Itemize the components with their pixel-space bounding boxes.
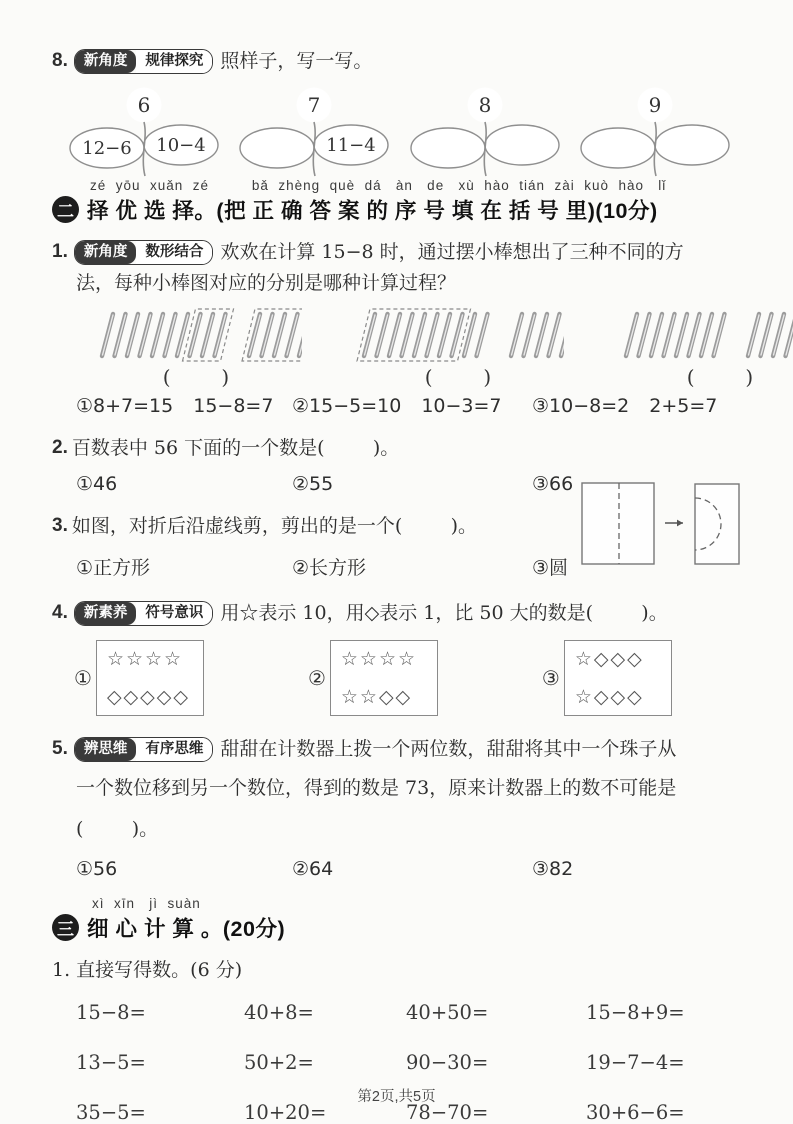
flower-diagram-2 bbox=[230, 78, 398, 178]
question-number: 1. bbox=[52, 237, 68, 267]
flower-diagram-3 bbox=[401, 78, 569, 178]
answer-paren: ( ) bbox=[425, 365, 491, 389]
section-2-header bbox=[52, 194, 745, 225]
option-2 bbox=[292, 395, 532, 417]
option-3: ③66 bbox=[532, 473, 573, 495]
section-3-marker-icon: 三 bbox=[52, 914, 79, 941]
flower-number: 8 bbox=[478, 93, 491, 117]
answer-paren: ( ) bbox=[687, 365, 753, 389]
symbol-row-2: ☆◇◇◇ bbox=[575, 686, 661, 708]
symbol-row-1: ☆☆☆☆ bbox=[341, 648, 427, 670]
option-3-part-b: 2+5=7 bbox=[649, 395, 717, 417]
sticks-svg bbox=[614, 308, 793, 364]
question-5-text-line1: 甜甜在计数器上拨一个两位数，甜甜将其中一个珠子从 bbox=[220, 734, 676, 764]
question-1-text-line2: 法，每种小棒图对应的分别是哪种计算过程？ bbox=[76, 267, 745, 300]
question-5-header bbox=[52, 734, 745, 764]
option-3-part-a: ③10−8=2 bbox=[532, 395, 629, 417]
question-5-text-line2: 一个数位移到另一个数位，得到的数是 73，原来计数器上的数不可能是 bbox=[76, 772, 745, 805]
calc-cell: 90−30= bbox=[406, 1051, 586, 1074]
question-2-header bbox=[52, 433, 745, 463]
fold-cut-diagram bbox=[581, 481, 751, 567]
calc-heading-text: 1. 直接写得数。(6 分) bbox=[52, 955, 242, 985]
box-label: ① bbox=[74, 666, 92, 690]
question-1-header bbox=[52, 237, 745, 267]
sticks-diagram-2 bbox=[352, 308, 564, 389]
badge-ordered-thinking: 有序思维 bbox=[136, 738, 212, 761]
footer-page-number: 第2页,共5页 bbox=[0, 1085, 793, 1106]
question-2-text: 百数表中 56 下面的一个数是( )。 bbox=[72, 433, 399, 463]
badge-new-literacy: 新素养 bbox=[75, 602, 137, 625]
badge-new-angle: 新角度 bbox=[75, 50, 137, 73]
symbol-box-2 bbox=[308, 640, 438, 716]
symbol-box bbox=[96, 640, 204, 716]
question-5-options bbox=[76, 858, 745, 880]
symbol-box bbox=[330, 640, 438, 716]
sticks-svg bbox=[352, 308, 564, 364]
section-3-header bbox=[52, 912, 745, 943]
folded-paper-rect bbox=[582, 483, 654, 564]
question-1-text-line1: 欢欢在计算 15−8 时，通过摆小棒想出了三种不同的方 bbox=[220, 237, 683, 267]
badge-rule-explore: 规律探究 bbox=[136, 50, 212, 73]
flower-number: 6 bbox=[138, 93, 151, 117]
badge-symbol-sense: 符号意识 bbox=[136, 602, 212, 625]
question-4-header bbox=[52, 598, 745, 628]
section-3-pinyin: xì xīn jì suàn bbox=[92, 896, 745, 911]
right-leaf-expression: 10−4 bbox=[156, 135, 205, 156]
cut-paper-rect bbox=[695, 484, 739, 564]
option-1: ①46 bbox=[76, 473, 292, 495]
left-leaf bbox=[411, 128, 485, 168]
tag-badge bbox=[74, 49, 214, 74]
option-2-part-b: 10−3=7 bbox=[421, 395, 501, 417]
section-2-marker-icon: 二 bbox=[52, 196, 79, 223]
option-1: ①正方形 bbox=[76, 553, 292, 580]
symbol-box-1 bbox=[74, 640, 204, 716]
option-2: ②55 bbox=[292, 473, 532, 495]
flower-number: 7 bbox=[308, 93, 321, 117]
calc-cell: 40+50= bbox=[406, 1001, 586, 1024]
question-number: 5. bbox=[52, 734, 68, 764]
sticks-diagrams-row bbox=[90, 308, 745, 389]
symbol-row-1: ☆◇◇◇ bbox=[575, 648, 661, 670]
option-1: ①56 bbox=[76, 858, 292, 880]
left-leaf-expression: 12−6 bbox=[82, 138, 131, 159]
symbol-box bbox=[564, 640, 672, 716]
box-label: ② bbox=[308, 666, 326, 690]
badge-new-angle: 新角度 bbox=[75, 241, 137, 264]
symbol-row-2: ☆☆◇◇ bbox=[341, 686, 427, 708]
flower-diagram-4 bbox=[571, 78, 739, 178]
calc-cell: 13−5= bbox=[76, 1051, 244, 1074]
section-3-title: 细 心 计 算 。(20分) bbox=[87, 912, 285, 943]
option-2: ②64 bbox=[292, 858, 532, 880]
right-leaf bbox=[655, 125, 729, 165]
question-8-header bbox=[52, 46, 745, 76]
symbol-box-3 bbox=[542, 640, 672, 716]
answer-paren: ( ) bbox=[163, 365, 229, 389]
option-3: ③圆 bbox=[532, 553, 568, 580]
option-2: ②长方形 bbox=[292, 553, 532, 580]
question-3-block bbox=[52, 511, 745, 580]
question-number: 8. bbox=[52, 46, 68, 76]
symbol-row-2: ◇◇◇◇◇ bbox=[107, 686, 193, 708]
sticks-diagram-3 bbox=[614, 308, 793, 389]
badge-discern-thinking: 辨思维 bbox=[75, 738, 137, 761]
left-leaf bbox=[240, 128, 314, 168]
calc-cell: 19−7−4= bbox=[586, 1051, 745, 1074]
option-3: ③82 bbox=[532, 858, 573, 880]
flower-diagrams-row bbox=[60, 78, 739, 178]
question-8-prompt: 照样子，写一写。 bbox=[220, 46, 372, 76]
section-2-pinyin: zé yōu xuǎn zé bǎ zhèng què dá àn de xù hào tián zài kuò hào lǐ bbox=[90, 178, 745, 193]
question-3-text: 如图，对折后沿虚线剪，剪出的是一个( )。 bbox=[72, 511, 477, 541]
calc-cell: 35−5= bbox=[76, 1101, 244, 1124]
calc-cell: 78−70= bbox=[406, 1101, 586, 1124]
calc-cell: 15−8= bbox=[76, 1001, 244, 1024]
option-2-part-a: ②15−5=10 bbox=[292, 395, 401, 417]
calc-cell: 30+6−6= bbox=[586, 1101, 745, 1124]
option-3 bbox=[532, 395, 717, 417]
section-2-title: 择 优 选 择。(把 正 确 答 案 的 序 号 填 在 括 号 里)(10分) bbox=[87, 194, 658, 225]
badge-number-shape: 数形结合 bbox=[136, 241, 212, 264]
question-number: 3. bbox=[52, 511, 68, 541]
calc-cell: 15−8+9= bbox=[586, 1001, 745, 1024]
calc-cell: 40+8= bbox=[244, 1001, 406, 1024]
option-1 bbox=[76, 395, 292, 417]
left-leaf bbox=[581, 128, 655, 168]
option-1-part-b: 15−8=7 bbox=[193, 395, 273, 417]
arrow-icon bbox=[665, 520, 683, 527]
question-5-text-line3: ( )。 bbox=[76, 813, 745, 846]
tag-badge bbox=[74, 601, 214, 626]
sticks-svg bbox=[90, 308, 302, 364]
symbol-boxes-row bbox=[74, 640, 745, 716]
flower-number: 9 bbox=[649, 93, 662, 117]
box-label: ③ bbox=[542, 666, 560, 690]
question-4-text: 用☆表示 10，用◇表示 1，比 50 大的数是( )。 bbox=[220, 598, 667, 628]
sticks-diagram-1 bbox=[90, 308, 302, 389]
tag-badge bbox=[74, 240, 214, 265]
calc-cell: 10+20= bbox=[244, 1101, 406, 1124]
option-1-part-a: ①8+7=15 bbox=[76, 395, 173, 417]
calc-cell: 50+2= bbox=[244, 1051, 406, 1074]
right-leaf bbox=[485, 125, 559, 165]
tag-badge bbox=[74, 737, 214, 762]
question-number: 4. bbox=[52, 598, 68, 628]
question-number: 2. bbox=[52, 433, 68, 463]
right-leaf-expression: 11−4 bbox=[327, 135, 376, 156]
calc-heading bbox=[52, 955, 745, 985]
symbol-row-1: ☆☆☆☆ bbox=[107, 648, 193, 670]
question-1-options bbox=[76, 395, 745, 417]
flower-diagram-1 bbox=[60, 78, 228, 178]
